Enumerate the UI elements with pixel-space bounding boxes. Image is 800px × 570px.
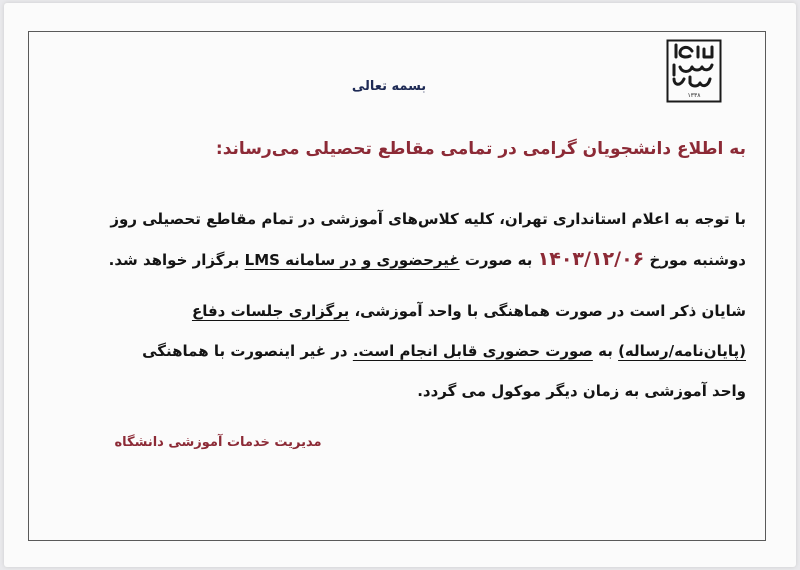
basmala-heading: بسمه تعالی <box>351 79 427 94</box>
notice-paragraph-2 <box>96 291 746 413</box>
svg-text:۱۳۳۸: ۱۳۳۸ <box>687 92 701 99</box>
paragraph-1-line-1: با توجه به اعلام استانداری تهران، کلیه کلاس‌های آموزشی در تمام مقاطع تحصیلی روز <box>110 210 746 228</box>
closure-date: ۱۴۰۳/۱۲/۰۶ <box>537 248 645 270</box>
document-page <box>4 3 796 567</box>
in-person-text: صورت حضوری قابل انجام است. <box>352 342 593 360</box>
paragraph-2-line-2 <box>96 331 746 371</box>
mode-label: به صورت <box>464 251 533 269</box>
paragraph-2-line-1 <box>96 291 746 331</box>
notice-headline: به اطلاع دانشجویان گرامی در تمامی مقاطع تحصیلی می‌رساند: <box>215 139 746 159</box>
signature: مدیریت خدمات آموزشی دانشگاه <box>114 435 322 450</box>
online-lms-text: غیرحضوری و در سامانه LMS <box>244 251 460 269</box>
day-label: دوشنبه مورخ <box>649 251 746 269</box>
paragraph-1-line-2 <box>96 239 746 280</box>
connector-text: به <box>598 342 613 360</box>
university-logo-icon <box>666 39 722 103</box>
defense-sessions-text: برگزاری جلسات دفاع <box>191 302 350 320</box>
held-text: برگزار خواهد شد. <box>108 251 240 269</box>
thesis-text: (پایان‌نامه/رساله) <box>618 342 746 360</box>
otherwise-text: در غیر اینصورت با هماهنگی <box>142 342 348 360</box>
coordination-text: شایان ذکر است در صورت هماهنگی با واحد آموزشی، <box>354 302 746 320</box>
notice-paragraph-1 <box>96 199 746 279</box>
page-border <box>28 31 766 541</box>
paragraph-2-line-3: واحد آموزشی به زمان دیگر موکول می گردد. <box>417 382 746 400</box>
